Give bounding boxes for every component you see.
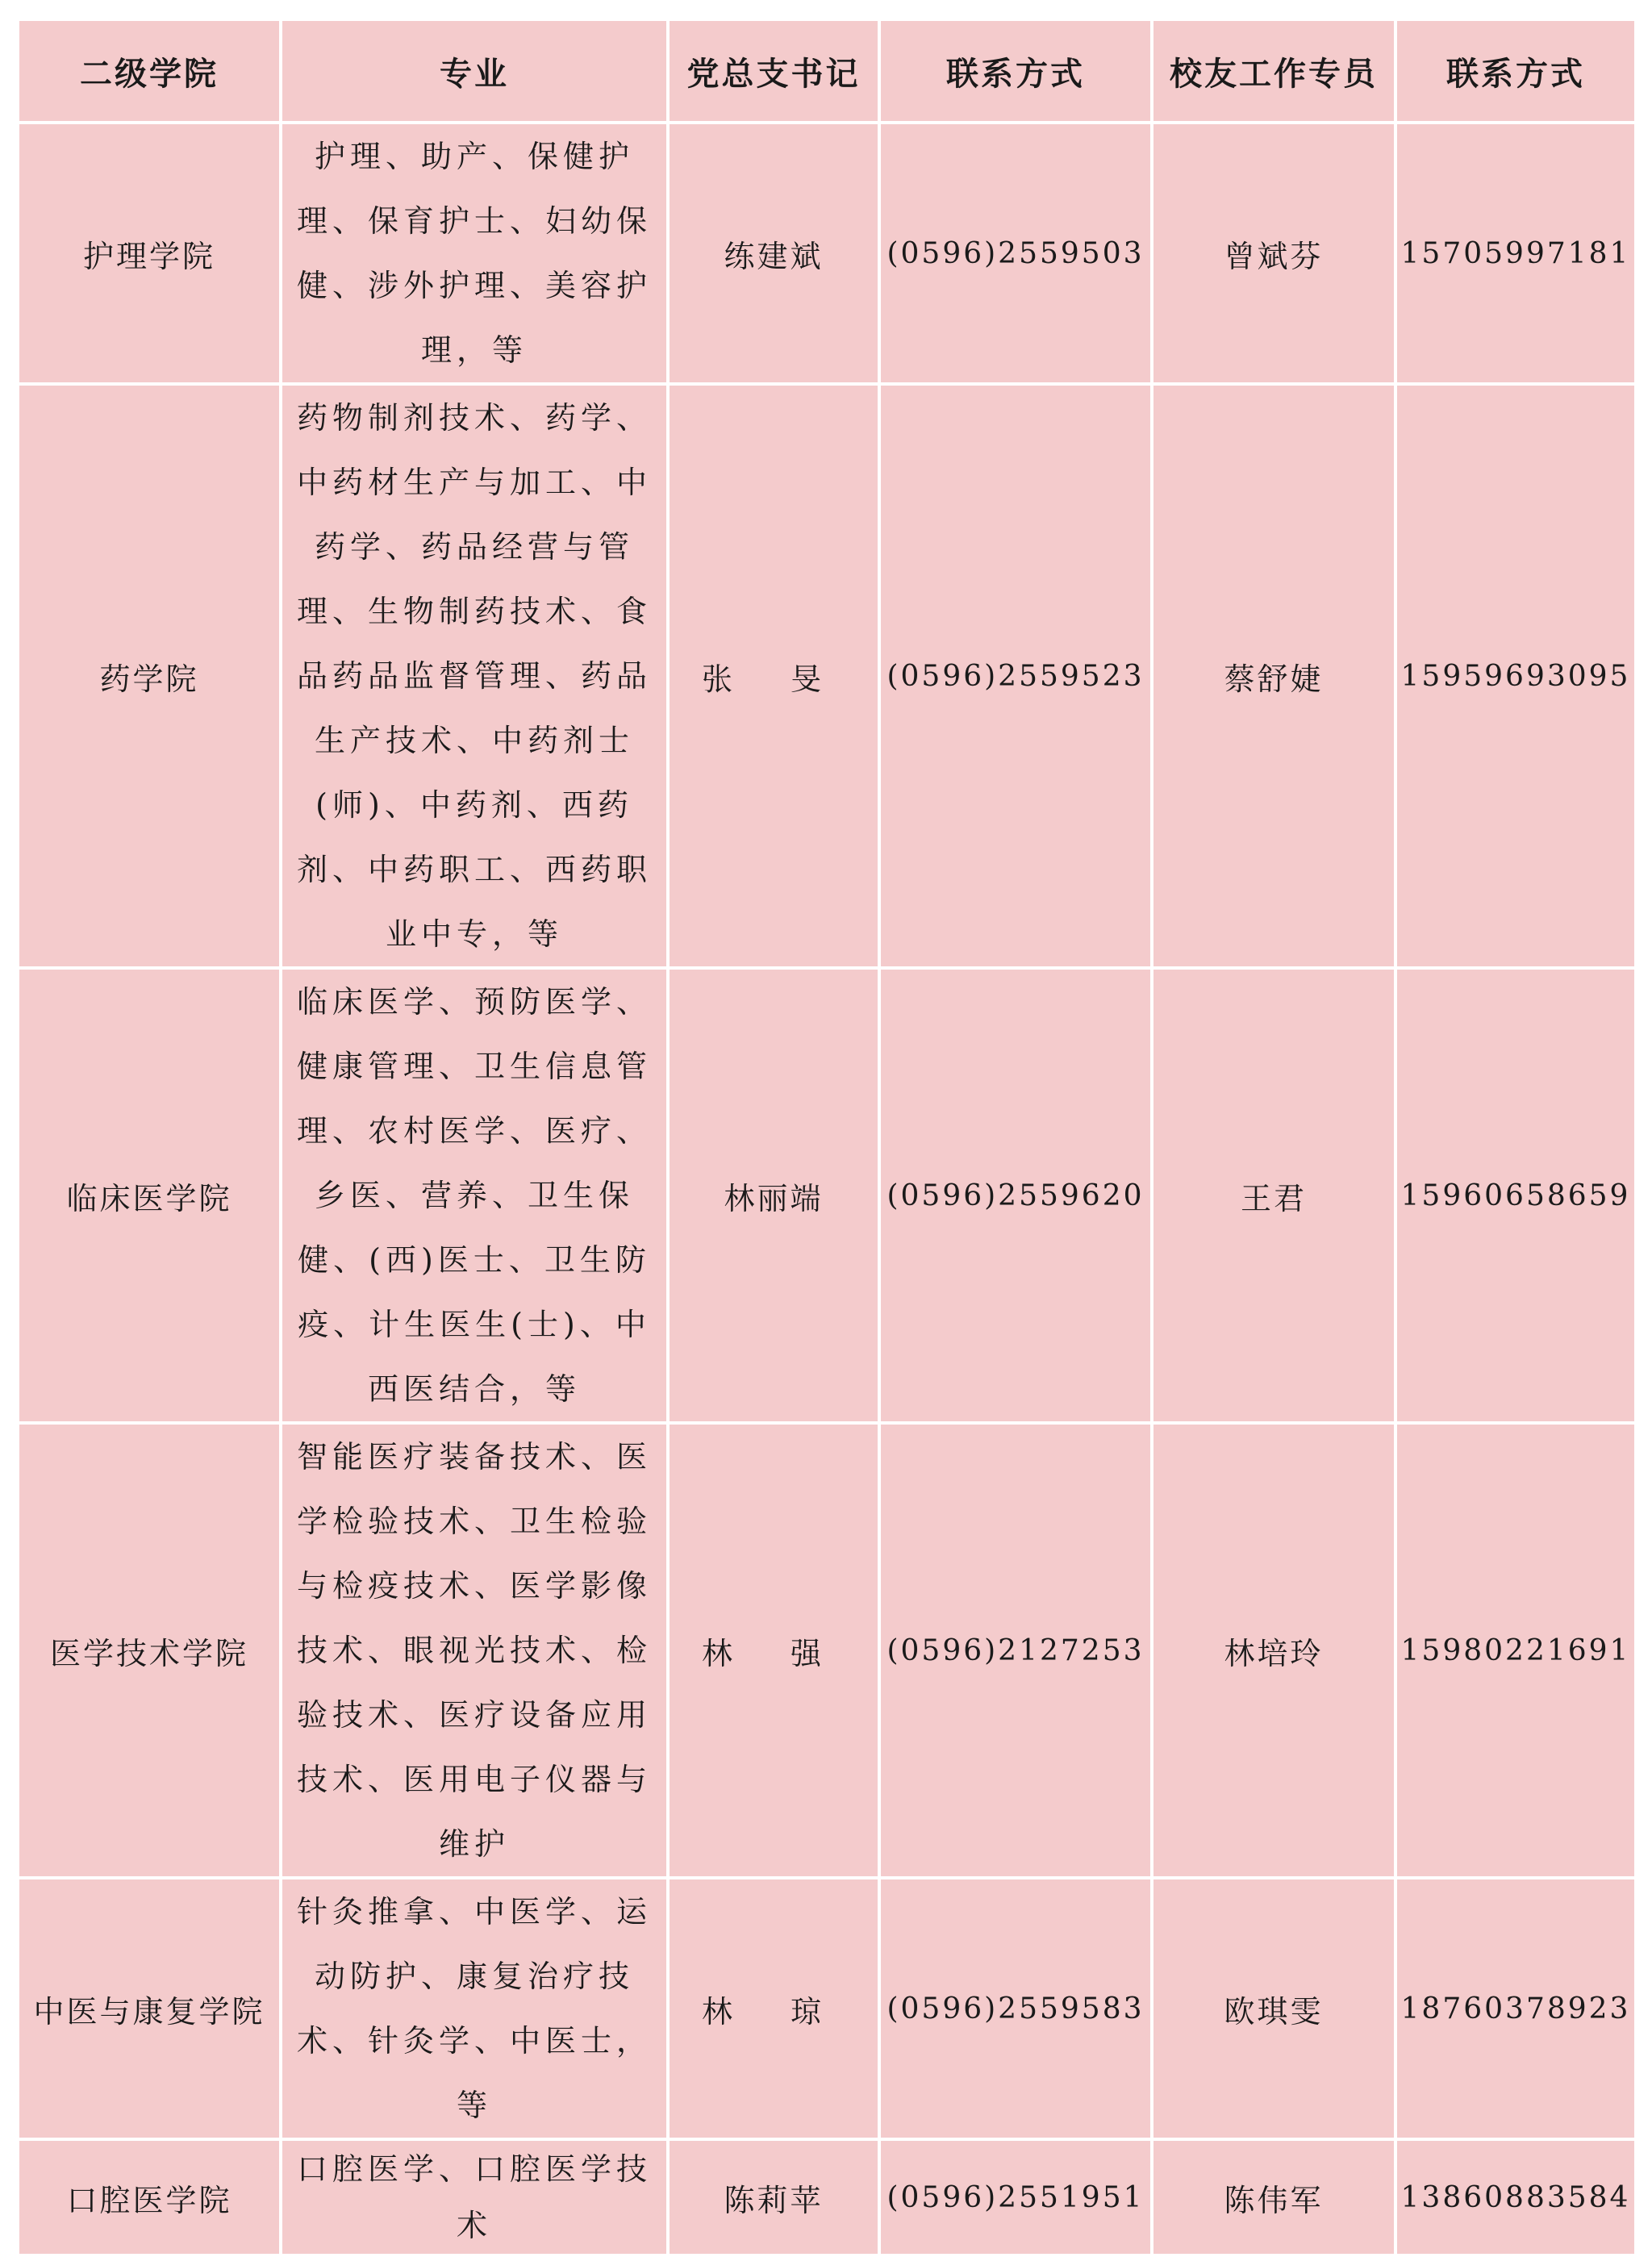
college-name: 药学院 xyxy=(18,384,281,968)
table-row xyxy=(18,1423,1636,1878)
alumni-phone: 15960658659 xyxy=(1395,968,1636,1423)
alumni-officer-name: 林培玲 xyxy=(1152,1423,1395,1878)
table-row xyxy=(18,1878,1636,2139)
header-secretary-contact: 联系方式 xyxy=(879,19,1152,123)
contact-table-container xyxy=(16,18,1634,2257)
header-alumni-contact: 联系方式 xyxy=(1395,19,1636,123)
header-college: 二级学院 xyxy=(18,19,281,123)
secretary-phone: (0596)2559503 xyxy=(879,123,1152,384)
major-list: 临床医学、预防医学、健康管理、卫生信息管理、农村医学、医疗、乡医、营养、卫生保健、(西)医士、卫生防疫、计生医生(士)、中西医结合，等 xyxy=(281,968,668,1423)
college-name: 医学技术学院 xyxy=(18,1423,281,1878)
college-name: 护理学院 xyxy=(18,123,281,384)
college-contact-table xyxy=(16,18,1637,2257)
alumni-phone: 15980221691 xyxy=(1395,1423,1636,1878)
secretary-name: 练建斌 xyxy=(668,123,879,384)
secretary-name: 陈莉苹 xyxy=(668,2139,879,2255)
header-major: 专业 xyxy=(281,19,668,123)
secretary-phone: (0596)2559620 xyxy=(879,968,1152,1423)
alumni-phone: 15705997181 xyxy=(1395,123,1636,384)
table-header-row xyxy=(18,19,1636,123)
alumni-phone: 13860883584 xyxy=(1395,2139,1636,2255)
table-row xyxy=(18,968,1636,1423)
alumni-officer-name: 曾斌芬 xyxy=(1152,123,1395,384)
major-list: 护理、助产、保健护理、保育护士、妇幼保健、涉外护理、美容护理，等 xyxy=(281,123,668,384)
secretary-phone: (0596)2127253 xyxy=(879,1423,1152,1878)
table-row xyxy=(18,123,1636,384)
header-secretary: 党总支书记 xyxy=(668,19,879,123)
alumni-officer-name: 陈伟军 xyxy=(1152,2139,1395,2255)
secretary-name: 林 琼 xyxy=(668,1878,879,2139)
table-row xyxy=(18,2139,1636,2255)
major-list: 口腔医学、口腔医学技术 xyxy=(281,2139,668,2255)
secretary-name: 张 旻 xyxy=(668,384,879,968)
college-name: 临床医学院 xyxy=(18,968,281,1423)
alumni-phone: 15959693095 xyxy=(1395,384,1636,968)
college-name: 口腔医学院 xyxy=(18,2139,281,2255)
secretary-name: 林 强 xyxy=(668,1423,879,1878)
alumni-officer-name: 蔡舒婕 xyxy=(1152,384,1395,968)
secretary-phone: (0596)2551951 xyxy=(879,2139,1152,2255)
alumni-officer-name: 王君 xyxy=(1152,968,1395,1423)
major-list: 针灸推拿、中医学、运动防护、康复治疗技术、针灸学、中医士，等 xyxy=(281,1878,668,2139)
table-row xyxy=(18,384,1636,968)
secretary-name: 林丽端 xyxy=(668,968,879,1423)
alumni-phone: 18760378923 xyxy=(1395,1878,1636,2139)
college-name: 中医与康复学院 xyxy=(18,1878,281,2139)
major-list: 药物制剂技术、药学、中药材生产与加工、中药学、药品经营与管理、生物制药技术、食品药品监督管理、药品生产技术、中药剂士(师)、中药剂、西药剂、中药职工、西药职业中专，等 xyxy=(281,384,668,968)
header-alumni-officer: 校友工作专员 xyxy=(1152,19,1395,123)
major-list: 智能医疗装备技术、医学检验技术、卫生检验与检疫技术、医学影像技术、眼视光技术、检验技术、医疗设备应用技术、医用电子仪器与维护 xyxy=(281,1423,668,1878)
alumni-officer-name: 欧琪雯 xyxy=(1152,1878,1395,2139)
secretary-phone: (0596)2559583 xyxy=(879,1878,1152,2139)
secretary-phone: (0596)2559523 xyxy=(879,384,1152,968)
